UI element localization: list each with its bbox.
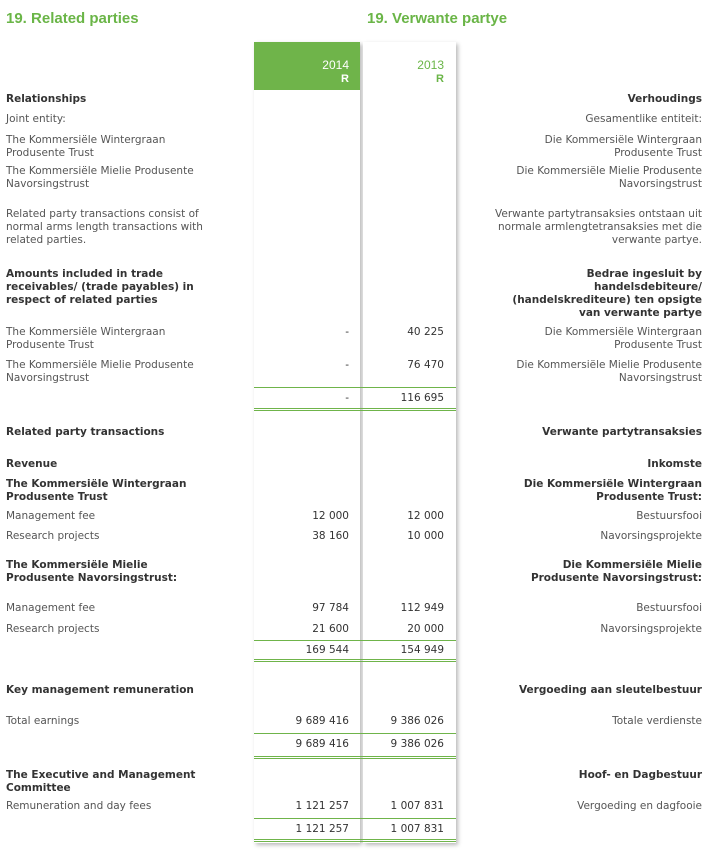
double-rule — [254, 756, 456, 759]
row-label-afrikaans: Verhoudings — [627, 93, 702, 105]
section-title-afrikaans: 19. Verwante partye — [367, 10, 508, 27]
value-2014: - — [345, 326, 349, 338]
value-2014: 21 600 — [312, 623, 349, 635]
row-label-afrikaans: Die Kommersiële Mielie Produsente Navorsingstrust: — [530, 559, 702, 584]
value-2013: 40 225 — [407, 326, 444, 338]
row-label-afrikaans: Die Kommersiële Mielie Produsente Navorsingstrust — [516, 165, 702, 190]
row-label-afrikaans: Bestuursfooi — [636, 602, 702, 614]
row-label-afrikaans: Die Kommersiële Wintergraan Produsente Trust — [544, 326, 702, 351]
column-header-2013 — [363, 58, 444, 86]
value-2013: 112 949 — [400, 602, 444, 614]
value-2014: 97 784 — [312, 602, 349, 614]
value-2014: 12 000 — [312, 510, 349, 522]
row-label-english: Management fee — [6, 602, 96, 614]
row-label-english: The Kommersiële Mielie Produsente Navorsingstrust — [6, 359, 194, 384]
row-label-english: Related party transactions — [6, 426, 165, 438]
row-label-afrikaans: Bedrae ingesluit by handelsdebiteure/ (handelskrediteure) ten opsigte van verwante partye — [512, 268, 702, 319]
row-label-english: The Kommersiële Wintergraan Produsente Trust — [6, 478, 187, 503]
row-label-english: The Kommersiële Mielie Produsente Navorsingstrust: — [6, 559, 178, 584]
row-label-english: Key management remuneration — [6, 684, 194, 696]
row-label-afrikaans: Gesamentlike entiteit: — [585, 113, 702, 125]
value-2013: 1 007 831 — [390, 800, 444, 812]
value-2014: - — [345, 359, 349, 371]
value-2013: 1 007 831 — [390, 823, 444, 835]
value-2014: 9 689 416 — [295, 738, 349, 750]
row-label-afrikaans: Navorsingsprojekte — [600, 530, 702, 542]
value-2013: 9 386 026 — [390, 715, 444, 727]
row-label-english: Amounts included in trade receivables/ (trade payables) in respect of related parties — [6, 268, 194, 306]
row-label-english: Total earnings — [6, 715, 80, 727]
currency-unit-2014: R — [341, 73, 349, 85]
value-2013: 76 470 — [407, 359, 444, 371]
value-2014: - — [345, 392, 349, 404]
value-2013: 20 000 — [407, 623, 444, 635]
year-label-2013: 2013 — [417, 58, 444, 72]
row-label-english: Research projects — [6, 623, 100, 635]
value-2014: 38 160 — [312, 530, 349, 542]
row-label-afrikaans: Navorsingsprojekte — [600, 623, 702, 635]
value-2013: 154 949 — [400, 644, 444, 656]
row-label-english: The Kommersiële Wintergraan Produsente Trust — [6, 326, 166, 351]
row-label-english: Management fee — [6, 510, 96, 522]
row-label-english: Related party transactions consist of normal arms length transactions with related parties. — [6, 208, 203, 246]
row-label-afrikaans: Die Kommersiële Wintergraan Produsente Trust — [544, 134, 702, 159]
row-label-english: Relationships — [6, 93, 87, 105]
double-rule — [254, 839, 456, 842]
column-header-2014 — [254, 58, 349, 86]
value-2013: 9 386 026 — [390, 738, 444, 750]
row-label-afrikaans: Hoof- en Dagbestuur — [578, 769, 702, 781]
section-title-english: 19. Related parties — [6, 10, 139, 27]
value-2013: 10 000 — [407, 530, 444, 542]
row-label-english: The Executive and Management Committee — [6, 769, 196, 794]
row-label-afrikaans: Die Kommersiële Wintergraan Produsente Trust: — [523, 478, 702, 503]
row-label-afrikaans: Inkomste — [647, 458, 702, 470]
row-label-afrikaans: Bestuursfooi — [636, 510, 702, 522]
double-rule — [254, 408, 456, 411]
currency-unit-2013: R — [436, 73, 444, 85]
row-label-english: Remuneration and day fees — [6, 800, 152, 812]
year-label-2014: 2014 — [322, 58, 349, 72]
row-label-afrikaans: Vergoeding en dagfooie — [577, 800, 702, 812]
row-label-english: Joint entity: — [6, 113, 66, 125]
value-2014: 169 544 — [305, 644, 349, 656]
single-rule — [254, 387, 456, 388]
single-rule — [254, 818, 456, 819]
value-2013: 12 000 — [407, 510, 444, 522]
value-2014: 1 121 257 — [295, 823, 349, 835]
row-label-english: The Kommersiële Mielie Produsente Navorsingstrust — [6, 165, 194, 190]
row-label-afrikaans: Totale verdienste — [612, 715, 702, 727]
value-2013: 116 695 — [400, 392, 444, 404]
row-label-afrikaans: Verwante partytransaksies ontstaan uit normale armlengtetransaksies met die verwante partye. — [495, 208, 702, 246]
value-2014: 1 121 257 — [295, 800, 349, 812]
row-label-english: The Kommersiële Wintergraan Produsente Trust — [6, 134, 166, 159]
row-label-afrikaans: Die Kommersiële Mielie Produsente Navorsingstrust — [516, 359, 702, 384]
single-rule — [254, 640, 456, 641]
value-2014: 9 689 416 — [295, 715, 349, 727]
row-label-afrikaans: Verwante partytransaksies — [542, 426, 702, 438]
row-label-english: Research projects — [6, 530, 100, 542]
row-label-english: Revenue — [6, 458, 58, 470]
row-label-afrikaans: Vergoeding aan sleutelbestuur — [519, 684, 702, 696]
single-rule — [254, 733, 456, 734]
double-rule — [254, 659, 456, 662]
